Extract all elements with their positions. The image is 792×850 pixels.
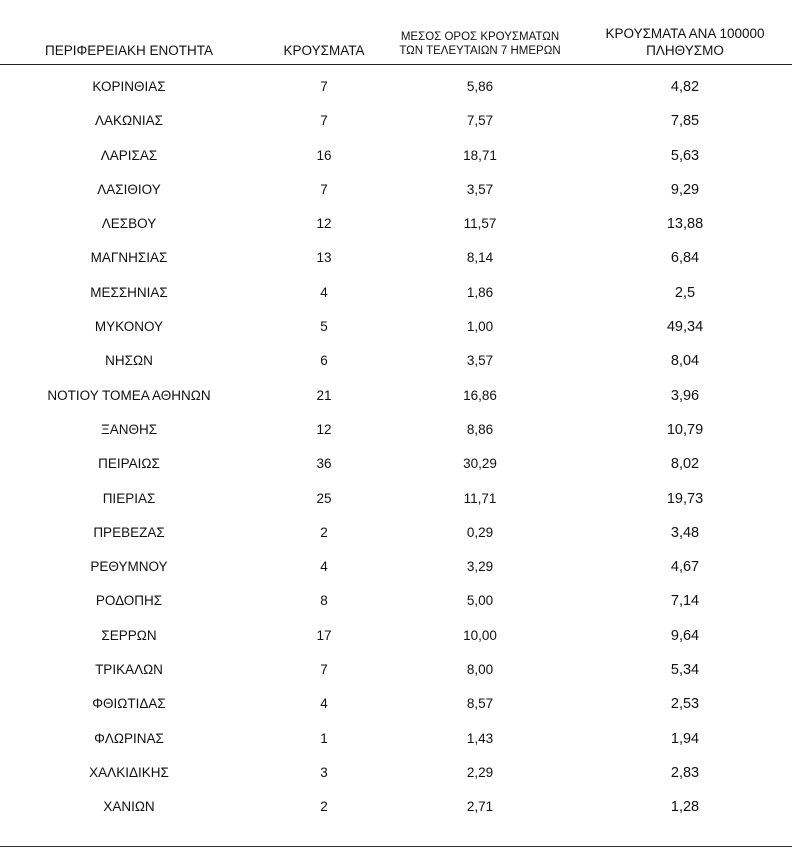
table-row	[0, 584, 792, 618]
cell-region: ΜΥΚΟΝΟΥ	[94, 319, 164, 335]
cell-region: ΝΗΣΩΝ	[105, 353, 153, 369]
cell-cases-per-100k: 49,34	[666, 319, 704, 336]
cell-region: ΛΑΡΙΣΑΣ	[100, 147, 158, 163]
cell-region: ΣΕΡΡΩΝ	[101, 627, 157, 643]
cell-cases-per-100k: 2,5	[674, 284, 696, 301]
cell-cases: 7	[320, 662, 328, 678]
cell-avg-7-days: 30,29	[463, 456, 497, 472]
cell-avg-7-days: 3,57	[466, 353, 494, 369]
cell-cases: 2	[320, 799, 328, 815]
cell-cases-per-100k: 7,14	[670, 593, 700, 610]
cell-avg-7-days: 10,00	[463, 627, 497, 643]
cell-avg-7-days: 16,86	[463, 387, 497, 403]
cell-cases-per-100k: 2,53	[670, 696, 700, 713]
cell-region: ΛΕΣΒΟΥ	[101, 216, 157, 232]
cell-cases-per-100k: 10,79	[666, 421, 704, 438]
table-row	[0, 344, 792, 378]
cell-avg-7-days: 1,00	[466, 319, 494, 335]
cell-region: ΛΑΣΙΘΙΟΥ	[97, 181, 161, 197]
table-row	[0, 379, 792, 413]
cell-avg-7-days: 8,57	[466, 696, 494, 712]
cell-cases-per-100k: 9,64	[670, 627, 700, 644]
cell-avg-7-days: 2,29	[466, 764, 494, 780]
cell-region: ΠΙΕΡΙΑΣ	[102, 490, 156, 506]
cell-avg-7-days: 8,86	[466, 421, 494, 437]
cell-region: ΤΡΙΚΑΛΩΝ	[95, 662, 163, 678]
cell-avg-7-days: 11,71	[463, 490, 497, 506]
header-per100k-line-1: ΚΡΟΥΣΜΑΤΑ ΑΝΑ 100000	[605, 26, 765, 41]
cell-cases: 3	[320, 764, 328, 780]
header-avg-line-1: ΜΕΣΟΣ ΟΡΟΣ ΚΡΟΥΣΜΑΤΩΝ	[400, 31, 560, 43]
header-avg-7-days	[380, 30, 580, 59]
bottom-divider	[0, 846, 792, 847]
cell-cases-per-100k: 5,63	[670, 147, 700, 164]
cell-avg-7-days: 3,57	[466, 181, 494, 197]
cell-region: ΦΘΙΩΤΙΔΑΣ	[92, 696, 166, 712]
cell-avg-7-days: 5,00	[466, 593, 494, 609]
cell-cases-per-100k: 3,96	[670, 387, 700, 404]
cell-cases-per-100k: 13,88	[666, 216, 704, 233]
table-row	[0, 619, 792, 653]
header-cases-per-100k	[582, 26, 788, 60]
cell-avg-7-days: 1,43	[466, 730, 494, 746]
cell-cases-per-100k: 4,67	[670, 559, 700, 576]
cell-region: ΧΑΝΙΩΝ	[103, 799, 155, 815]
cell-region: ΠΕΙΡΑΙΩΣ	[98, 456, 160, 472]
cell-cases-per-100k: 9,29	[670, 181, 700, 198]
cell-region: ΡΕΘΥΜΝΟΥ	[90, 559, 168, 575]
cell-cases-per-100k: 6,84	[670, 250, 700, 267]
table-row	[0, 241, 792, 275]
cell-region: ΡΟΔΟΠΗΣ	[95, 593, 163, 609]
cell-region: ΝΟΤΙΟΥ ΤΟΜΕΑ ΑΘΗΝΩΝ	[47, 387, 211, 403]
table-row	[0, 722, 792, 756]
cell-cases: 16	[316, 147, 332, 163]
cell-cases: 5	[320, 319, 328, 335]
cell-cases: 8	[320, 593, 328, 609]
cell-cases: 12	[316, 216, 332, 232]
cell-avg-7-days: 3,29	[466, 559, 494, 575]
cell-avg-7-days: 8,14	[466, 250, 494, 266]
cell-avg-7-days: 8,00	[466, 662, 494, 678]
cell-cases: 13	[316, 250, 332, 266]
table-row	[0, 482, 792, 516]
table-row	[0, 173, 792, 207]
cell-cases: 25	[316, 490, 332, 506]
cell-cases-per-100k: 3,48	[670, 524, 700, 541]
cell-region: ΜΑΓΝΗΣΙΑΣ	[90, 250, 168, 266]
cell-cases-per-100k: 8,04	[670, 353, 700, 370]
cell-region: ΜΕΣΣΗΝΙΑΣ	[90, 284, 168, 300]
header-avg-line-2: ΤΩΝ ΤΕΛΕΥΤΑΙΩΝ 7 ΗΜΕΡΩΝ	[399, 45, 561, 58]
cell-cases-per-100k: 2,83	[670, 764, 700, 781]
cell-cases: 7	[320, 79, 328, 94]
cell-avg-7-days: 7,57	[466, 113, 494, 129]
cell-cases: 4	[320, 284, 328, 300]
table-body	[0, 70, 792, 825]
cell-cases-per-100k: 19,73	[666, 490, 704, 507]
cell-cases-per-100k: 4,82	[670, 79, 700, 95]
cell-avg-7-days: 18,71	[463, 147, 497, 163]
cell-region: ΧΑΛΚΙΔΙΚΗΣ	[89, 764, 169, 780]
cell-cases: 7	[320, 181, 328, 197]
table-row	[0, 756, 792, 790]
header-region: ΠΕΡΙΦΕΡΕΙΑΚΗ ΕΝΟΤΗΤΑ	[44, 43, 214, 58]
header-divider	[0, 64, 792, 65]
header-per100k-line-2: ΠΛΗΘΥΣΜΟ	[646, 42, 724, 58]
cell-region: ΞΑΝΘΗΣ	[100, 421, 158, 437]
cell-cases: 2	[320, 524, 328, 540]
cell-cases-per-100k: 5,34	[670, 662, 700, 679]
cell-region: ΛΑΚΩΝΙΑΣ	[95, 113, 163, 129]
cell-region: ΠΡΕΒΕΖΑΣ	[93, 524, 165, 540]
cell-region: ΚΟΡΙΝΘΙΑΣ	[92, 79, 166, 94]
table-row	[0, 653, 792, 687]
cell-cases: 6	[320, 353, 328, 369]
cell-cases: 21	[316, 387, 332, 403]
cell-cases-per-100k: 7,85	[670, 113, 700, 130]
table-row	[0, 687, 792, 721]
table-row	[0, 104, 792, 138]
table-row	[0, 207, 792, 241]
cell-cases: 17	[316, 627, 332, 643]
cell-cases-per-100k: 1,94	[670, 730, 700, 747]
table-row	[0, 310, 792, 344]
table-row	[0, 413, 792, 447]
cell-avg-7-days: 0,29	[466, 524, 494, 540]
cell-cases: 12	[316, 421, 332, 437]
table-header	[0, 0, 792, 66]
cell-cases: 7	[320, 113, 328, 129]
cell-avg-7-days: 5,86	[466, 79, 494, 94]
cell-avg-7-days: 2,71	[466, 799, 494, 815]
cell-avg-7-days: 1,86	[466, 284, 494, 300]
table-row	[0, 139, 792, 173]
table-row	[0, 70, 792, 104]
table-row	[0, 447, 792, 481]
table-row	[0, 790, 792, 824]
cell-avg-7-days: 11,57	[463, 216, 497, 232]
table-row	[0, 516, 792, 550]
cell-cases-per-100k: 1,28	[670, 799, 700, 816]
cell-region: ΦΛΩΡΙΝΑΣ	[94, 730, 164, 746]
cell-cases: 36	[316, 456, 332, 472]
table-row	[0, 550, 792, 584]
cell-cases: 1	[320, 730, 328, 746]
cell-cases: 4	[320, 696, 328, 712]
cell-cases: 4	[320, 559, 328, 575]
table-row	[0, 276, 792, 310]
header-cases: ΚΡΟΥΣΜΑΤΑ	[283, 43, 365, 58]
cell-cases-per-100k: 8,02	[670, 456, 700, 473]
